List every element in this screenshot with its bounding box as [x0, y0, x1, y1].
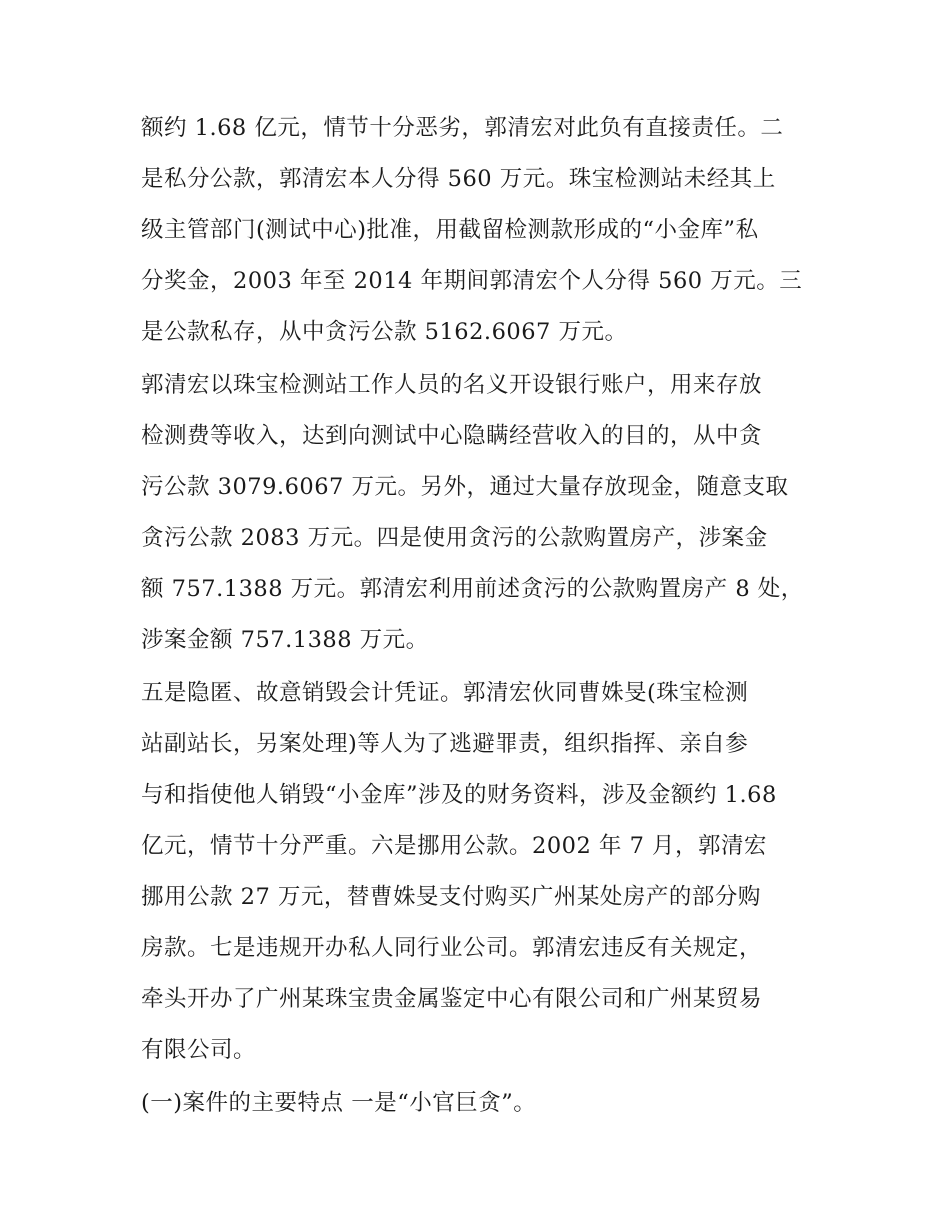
text-line: 是公款私存，从中贪污公款 5162.6067 万元。 [141, 319, 628, 345]
text-line: 牵头开办了广州某珠宝贵金属鉴定中心有限公司和广州某贸易 [141, 986, 763, 1012]
text-line: 郭清宏以珠宝检测站工作人员的名义开设银行账户，用来存放 [141, 372, 763, 398]
text-line: 与和指使他人销毁“小金库”涉及的财务资料，涉及金额约 1.68 [141, 782, 777, 808]
text-line: 额约 1.68 亿元，情节十分恶劣，郭清宏对此负有直接责任。二 [141, 115, 784, 141]
paragraph-4 [141, 1078, 821, 1129]
text-line: (一)案件的主要特点 一是“小官巨贪”。 [141, 1090, 537, 1116]
text-line: 有限公司。 [141, 1037, 257, 1063]
text-line: 级主管部门(测试中心)批准，用截留检测款形成的“小金库”私 [141, 217, 759, 243]
paragraph-1 [141, 103, 821, 358]
text-line: 污公款 3079.6067 万元。另外，通过大量存放现金，随意支取 [141, 474, 789, 500]
paragraph-3 [141, 668, 821, 1076]
document-body [141, 103, 821, 1129]
text-line: 贪污公款 2083 万元。四是使用贪污的公款购置房产，涉案金 [141, 525, 768, 551]
text-line: 房款。七是违规开办私人同行业公司。郭清宏违反有关规定， [141, 935, 763, 961]
text-line: 挪用公款 27 万元，替曹姝旻支付购买广州某处房产的部分购 [141, 884, 761, 910]
text-line: 站副站长，另案处理)等人为了逃避罪责，组织指挥、亲自参 [141, 731, 749, 757]
text-line: 是私分公款，郭清宏本人分得 560 万元。珠宝检测站未经其上 [141, 166, 776, 192]
paragraph-2 [141, 360, 821, 666]
text-line: 涉案金额 757.1388 万元。 [141, 627, 429, 653]
text-line: 五是隐匿、故意销毁会计凭证。郭清宏伙同曹姝旻(珠宝检测 [141, 680, 749, 706]
text-line: 额 757.1388 万元。郭清宏利用前述贪污的公款购置房产 8 处， [141, 576, 804, 602]
text-line: 亿元，情节十分严重。六是挪用公款。2002 年 7 月，郭清宏 [141, 833, 768, 859]
text-line: 分奖金，2003 年至 2014 年期间郭清宏个人分得 560 万元。三 [141, 268, 803, 294]
text-line: 检测费等收入，达到向测试中心隐瞒经营收入的目的，从中贪 [141, 423, 763, 449]
